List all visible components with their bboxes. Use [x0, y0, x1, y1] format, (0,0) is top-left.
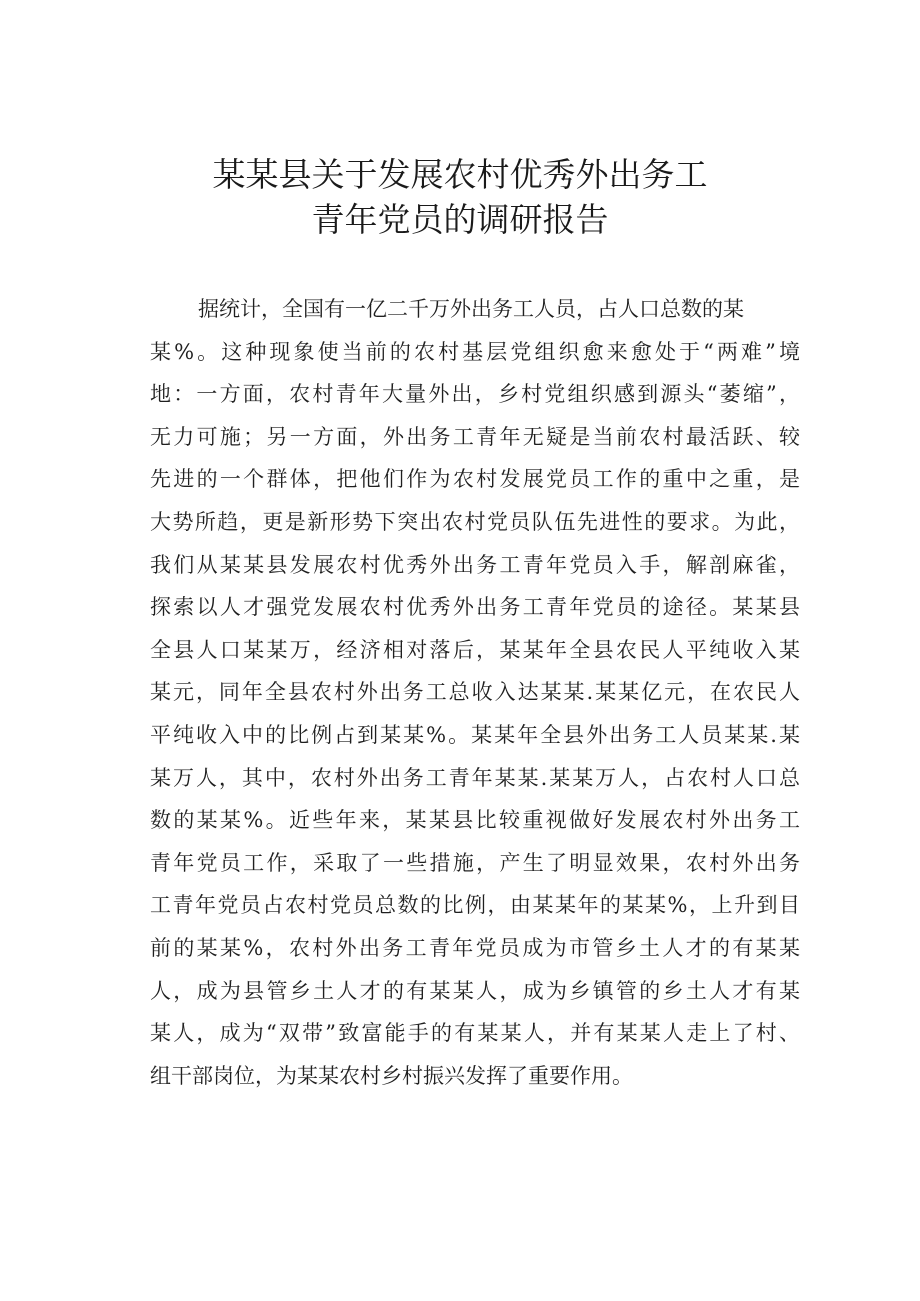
paragraph-line: 数的某某%。近些年来，某某县比较重视做好发展农村外出务工: [150, 808, 800, 833]
paragraph-line: 工青年党员占农村党员总数的比例，由某某年的某某%，上升到目: [150, 893, 800, 918]
paragraph-line: 地：一方面，农村青年大量外出，乡村党组织感到源头“萎缩”，: [150, 382, 800, 407]
title-line-2: 青年党员的调研报告: [311, 200, 609, 239]
paragraph-line: 探索以人才强党发展农村优秀外出务工青年党员的途径。某某县: [150, 595, 800, 620]
document-title: [120, 152, 800, 242]
paragraph-line: 全县人口某某万，经济相对落后，某某年全县农民人平纯收入某: [150, 637, 800, 662]
paragraph-line: 大势所趋，更是新形势下突出农村党员队伍先进性的要求。为此，: [150, 509, 800, 534]
paragraph-line: 前的某某%，农村外出务工青年党员成为市管乡土人才的有某某: [150, 935, 800, 960]
paragraph-line: 青年党员工作，采取了一些措施，产生了明显效果，农村外出务: [150, 850, 800, 875]
paragraph-line: 某元，同年全县农村外出务工总收入达某某.某某亿元，在农民人: [150, 680, 800, 705]
title-line-1: 某某县关于发展农村优秀外出务工: [212, 155, 708, 194]
paragraph-line: 据统计，全国有一亿二千万外出务工人员，占人口总数的某: [198, 297, 744, 321]
paragraph-line: 先进的一个群体，把他们作为农村发展党员工作的重中之重，是: [150, 467, 800, 492]
paragraph-line: 人，成为县管乡土人才的有某某人，成为乡镇管的乡土人才有某: [150, 978, 800, 1003]
paragraph-line: 组干部岗位，为某某农村乡村振兴发挥了重要作用。: [150, 1063, 633, 1088]
paragraph-line: 某万人，其中，农村外出务工青年某某.某某万人，占农村人口总: [150, 765, 800, 790]
paragraph-line: 某%。这种现象使当前的农村基层党组织愈来愈处于“两难”境: [150, 339, 800, 364]
body-paragraph: [150, 288, 800, 1097]
paragraph-line: 我们从某某县发展农村优秀外出务工青年党员入手，解剖麻雀，: [150, 552, 800, 577]
paragraph-line: 无力可施；另一方面，外出务工青年无疑是当前农村最活跃、较: [150, 424, 800, 449]
paragraph-line: 平纯收入中的比例占到某某%。某某年全县外出务工人员某某.某: [150, 722, 800, 747]
paragraph-line: 某人，成为“双带”致富能手的有某某人，并有某某人走上了村、: [150, 1021, 800, 1046]
